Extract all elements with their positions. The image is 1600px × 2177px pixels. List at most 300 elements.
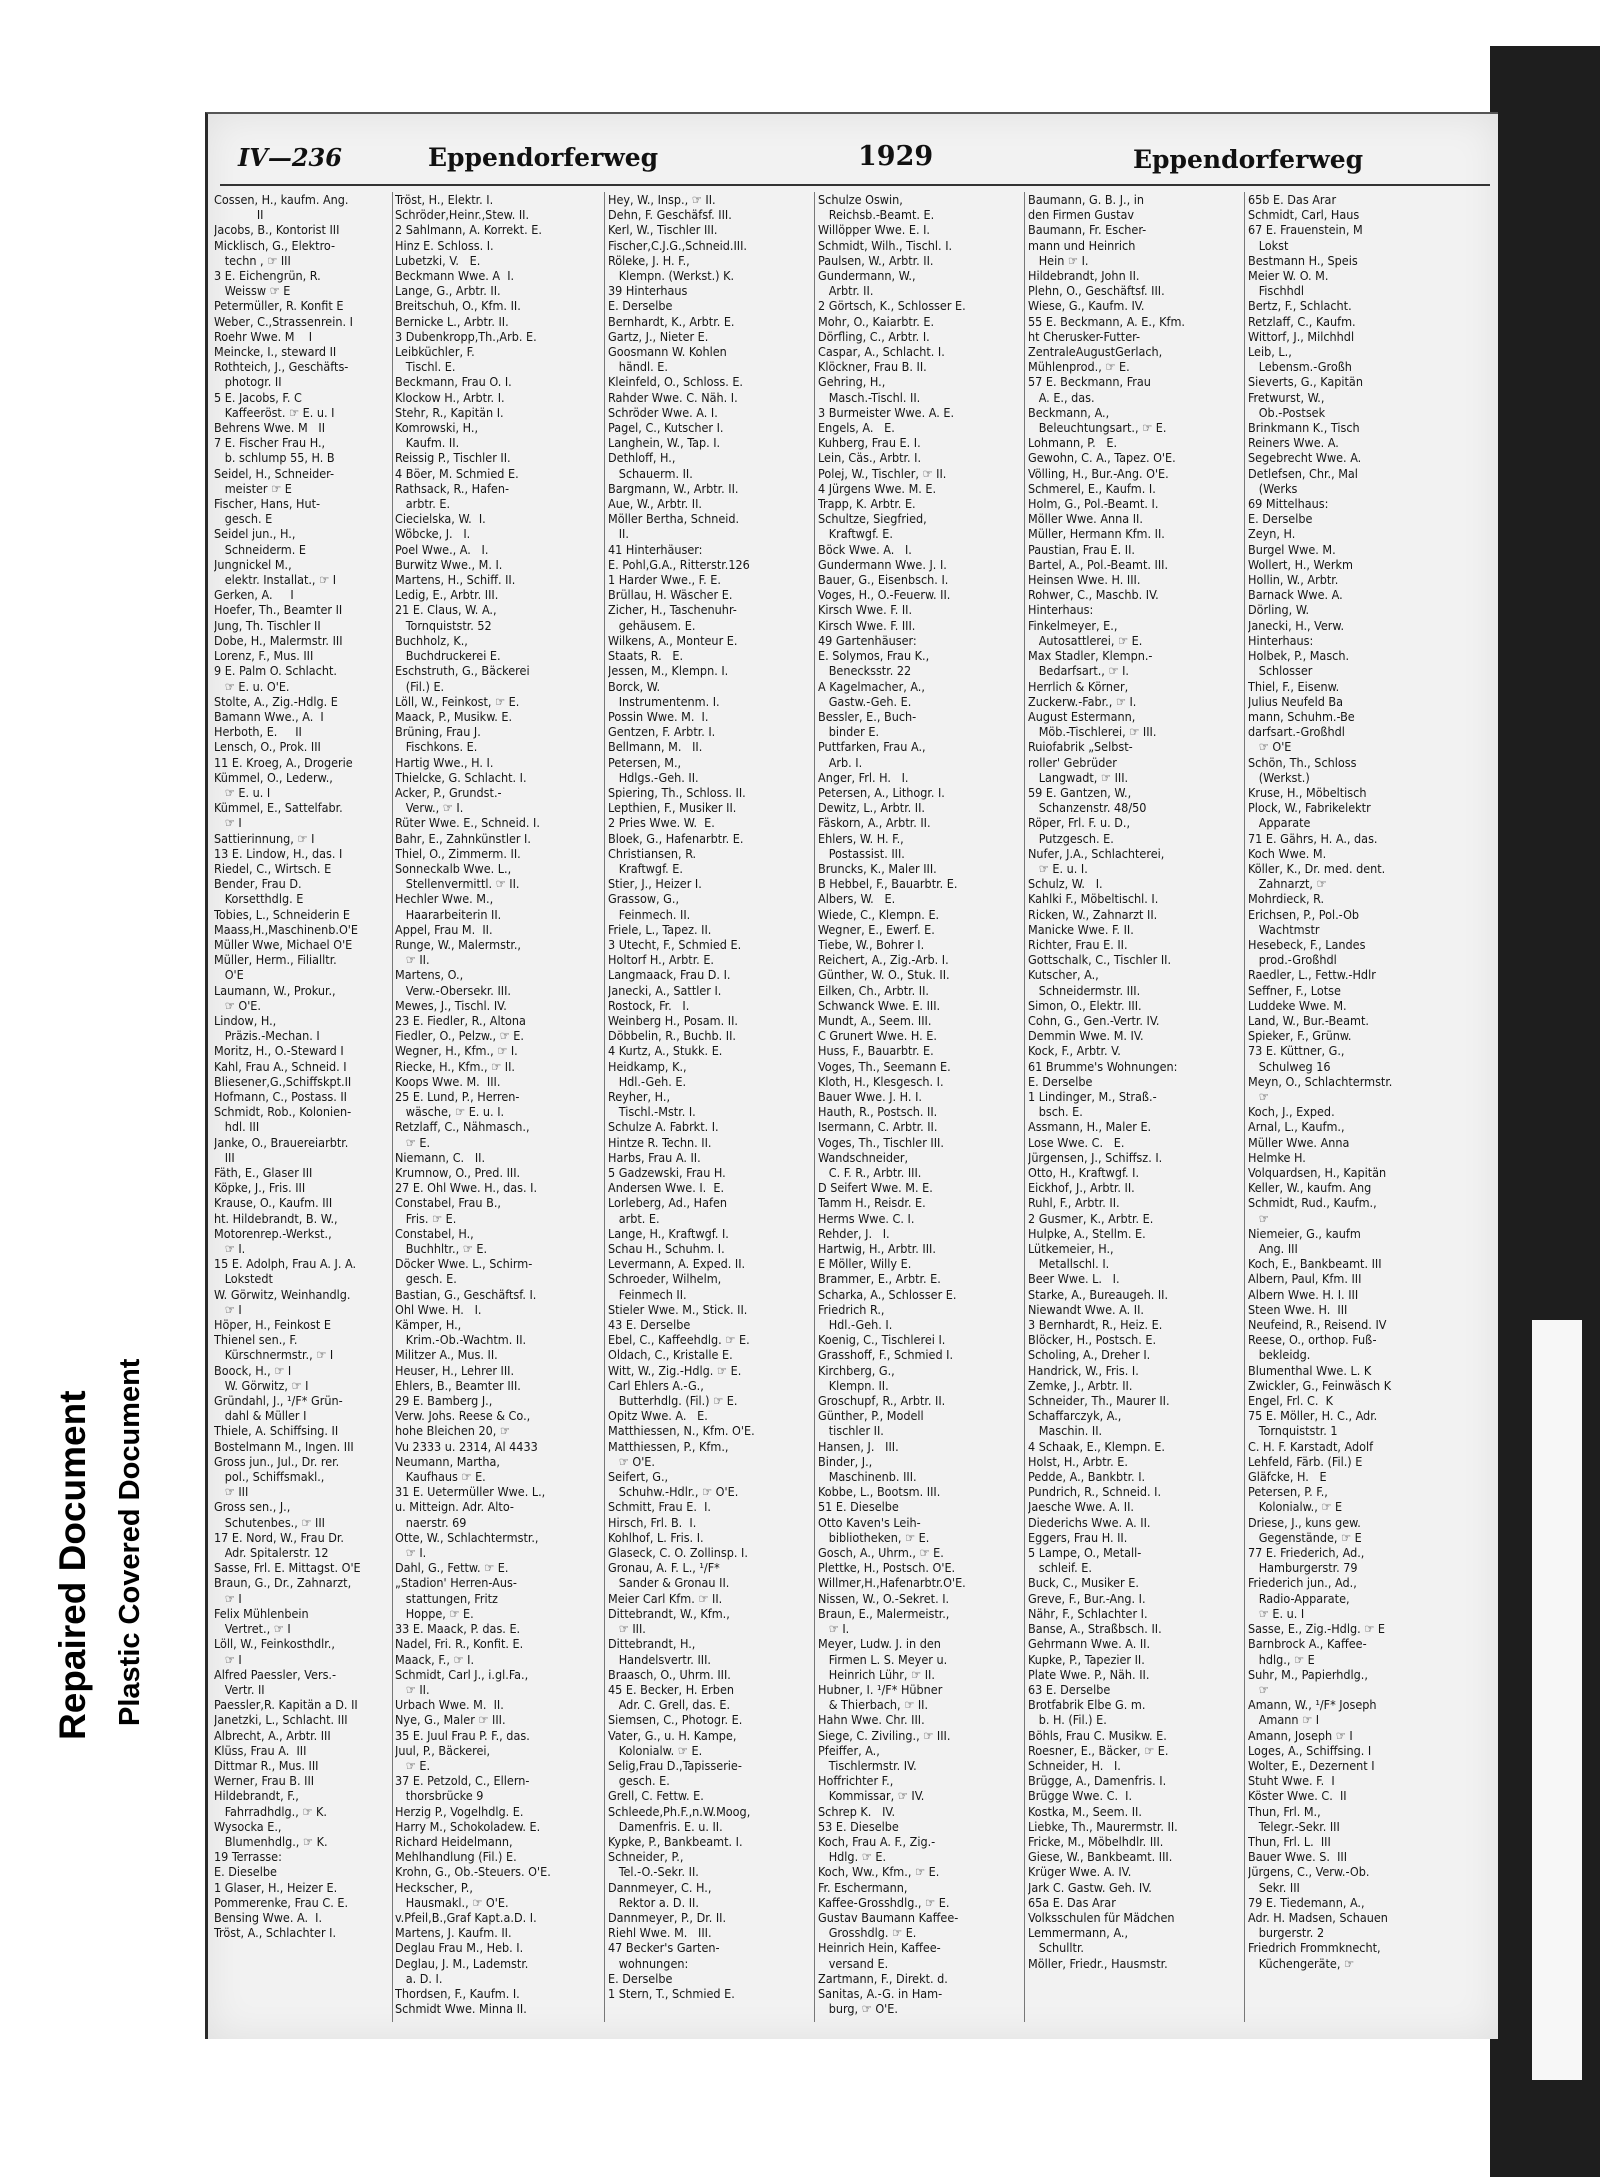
directory-entry: Feinmech II. (608, 1286, 687, 1302)
directory-entry: 3 Dubenkropp,Th.,Arb. E. (395, 328, 537, 344)
directory-entry: Beckmann, A., (1028, 404, 1110, 420)
directory-entry: gesch. E. (395, 1271, 457, 1287)
directory-entry: Herzig P., Vogelhdlg. E. (395, 1803, 524, 1819)
directory-entry: Tischlermstr. IV. (818, 1757, 917, 1773)
directory-entry: Manicke Wwe. F. II. (1028, 921, 1134, 937)
directory-entry: Hausmakl., ☞ O'E. (395, 1894, 509, 1910)
directory-entry: Siemsen, C., Photogr. E. (608, 1712, 743, 1728)
directory-entry: Staats, R. E. (608, 648, 684, 664)
directory-entry: Martens, O., (395, 967, 464, 983)
directory-entry: Hoppe, ☞ E. (395, 1605, 474, 1621)
directory-entry: hohe Bleichen 20, ☞ (395, 1423, 510, 1439)
directory-entry: Raedler, L., Fettw.-Hdlr (1248, 967, 1376, 983)
directory-entry: Siege, C. Ziviling., ☞ III. (818, 1727, 951, 1743)
directory-entry: 13 E. Lindow, H., das. I (214, 845, 343, 861)
directory-entry: Sekr. III (1248, 1879, 1300, 1895)
directory-entry: 1 Stern, T., Schmied E. (608, 1985, 735, 2001)
directory-entry: Adr. H. Madsen, Schauen (1248, 1909, 1388, 1925)
directory-entry: Lepthien, F., Musiker II. (608, 800, 737, 816)
directory-entry: Assmann, H., Maler E. (1028, 1119, 1152, 1135)
directory-entry: Braun, E., Malermeistr., (818, 1605, 950, 1621)
directory-entry: Gundermann, W., (818, 268, 916, 284)
directory-entry: Gegenstände, ☞ E (1248, 1529, 1362, 1545)
directory-entry: Fäskorn, A., Arbtr. II. (818, 815, 931, 831)
directory-entry: Tel.-O.-Sekr. II. (608, 1864, 699, 1880)
directory-entry: Willöpper Wwe. E. I. (818, 222, 931, 238)
directory-entry: Dörling, W. (1248, 602, 1310, 618)
directory-entry: Kraftwgf. E. (608, 860, 683, 876)
directory-entry: Grasshoff, F., Schmied I. (818, 1347, 954, 1363)
directory-entry: ☞ I (214, 1651, 242, 1667)
directory-entry: Rehder, J. I. (818, 1225, 890, 1241)
directory-entry: Rothteich, J., Geschäfts- (214, 359, 349, 375)
directory-entry: Brügge Wwe. C. I. (1028, 1788, 1133, 1804)
directory-entry: 71 E. Gährs, H. A., das. (1248, 830, 1378, 846)
directory-entry: Schneider, H. I. (1028, 1757, 1121, 1773)
directory-entry: ht. Hildebrandt, B. W., (214, 1210, 338, 1226)
directory-entry: Roesner, E., Bäcker, ☞ E. (1028, 1742, 1169, 1758)
directory-entry: O'E (214, 967, 244, 983)
directory-entry: Land, W., Bur.-Beamt. (1248, 1012, 1369, 1028)
directory-entry: ☞ III. (608, 1621, 646, 1637)
directory-entry: Schwanck Wwe. E. III. (818, 997, 941, 1013)
directory-entry: Thun, Frl. L. III (1248, 1833, 1331, 1849)
directory-entry: Bernhardt, K., Arbtr. E. (608, 313, 735, 329)
directory-entry: 4 Böer, M. Schmied E. (395, 465, 519, 481)
directory-entry: 47 Becker's Garten- (608, 1940, 720, 1956)
directory-entry: 2 Görtsch, K., Schlosser E. (818, 298, 966, 314)
directory-entry: Dittmar R., Mus. III (214, 1757, 319, 1773)
column-2 (395, 192, 573, 2022)
directory-entry: Scholing, A., Dreher I. (1028, 1347, 1151, 1363)
column-4 (818, 192, 996, 2022)
directory-entry: Mohr, O., Kaiarbtr. E. (818, 313, 935, 329)
directory-entry: 5 Lampe, O., Metall- (1028, 1545, 1142, 1561)
directory-entry: Bargmann, W., Arbtr. II. (608, 480, 739, 496)
directory-entry: Eickhof, J., Arbtr. II. (1028, 1180, 1135, 1196)
directory-entry: Handrick, W., Fris. I. (1028, 1362, 1139, 1378)
directory-entry: Brüning, Frau J. (395, 724, 481, 740)
directory-entry: Buchholz, K., (395, 632, 468, 648)
directory-entry: Nufer, J.A., Schlachterei, (1028, 845, 1165, 861)
directory-entry: Meincke, I., steward II (214, 344, 337, 360)
directory-entry: ☞ E. u. I. (1028, 860, 1088, 876)
directory-entry: Spiering, Th., Schloss. II. (608, 784, 746, 800)
directory-entry: Christiansen, R. (608, 845, 697, 861)
directory-entry: Masch.-Tischl. II. (818, 389, 921, 405)
directory-entry: hdlg., ☞ E (1248, 1651, 1315, 1667)
directory-entry: Levermann, A. Exped. II. (608, 1256, 746, 1272)
directory-entry: 29 E. Bamberg J., (395, 1393, 493, 1409)
directory-entry: 23 E. Fiedler, R., Altona (395, 1012, 526, 1028)
directory-entry: Opitz Wwe. A. E. (608, 1408, 708, 1424)
directory-entry: Hildebrandt, John II. (1028, 268, 1140, 284)
column-1 (214, 192, 392, 2022)
directory-entry: Niemeier, G., kaufm (1248, 1225, 1361, 1241)
directory-entry: 2 Gusmer, K., Arbtr. E. (1028, 1210, 1154, 1226)
directory-entry: Kypke, P., Bankbeamt. I. (608, 1833, 743, 1849)
directory-entry: Zartmann, F., Direkt. d. (818, 1970, 948, 1986)
directory-entry: Otto Kaven's Leih- (818, 1514, 921, 1530)
directory-entry: Bauer Wwe. J. H. I. (818, 1088, 922, 1104)
directory-entry: Finkelmeyer, E., (1028, 617, 1118, 633)
directory-entry: Borck, W. (608, 678, 661, 694)
directory-entry: Thielcke, G. Schlacht. I. (395, 769, 527, 785)
directory-entry: Sattierinnung, ☞ I (214, 830, 315, 846)
directory-entry: ☞ I (214, 1301, 242, 1317)
directory-entry: gesch. E. (608, 1773, 670, 1789)
directory-entry: Rektor a. D. II. (608, 1894, 699, 1910)
directory-entry: Petermüller, R. Konfit E (214, 298, 344, 314)
directory-entry: Fischer, Hans, Hut- (214, 496, 321, 512)
directory-entry: 3 Utecht, F., Schmied E. (608, 936, 742, 952)
directory-entry: 33 E. Maack, P. das. E. (395, 1621, 521, 1637)
directory-entry: Lose Wwe. C. E. (1028, 1134, 1125, 1150)
directory-entry: Buck, C., Musiker E. (1028, 1575, 1139, 1591)
directory-entry: Sasse, E., Zig.-Hdlg. ☞ E (1248, 1621, 1385, 1637)
directory-entry: Dannmeyer, P., Dr. II. (608, 1909, 727, 1925)
directory-entry: 15 E. Adolph, Frau A. J. A. (214, 1256, 357, 1272)
directory-entry: ☞ E. u. I (214, 784, 271, 800)
directory-entry: Meier Carl Kfm. ☞ II. (608, 1590, 723, 1606)
directory-entry: ☞ I. (214, 1241, 246, 1257)
directory-entry: Heinsen Wwe. H. III. (1028, 572, 1141, 588)
directory-entry: Haararbeiterin II. (395, 906, 502, 922)
directory-entry: Hahn Wwe. Chr. III. (818, 1712, 925, 1728)
directory-entry: Pagel, C., Kutscher I. (608, 420, 724, 436)
directory-entry: Pundrich, R., Schneid. I. (1028, 1484, 1162, 1500)
directory-entry: Baumann, G. B. J., in (1028, 192, 1144, 207)
directory-entry: darfsart.-Großhdl (1248, 724, 1345, 740)
directory-entry: 55 E. Beckmann, A. E., Kfm. (1028, 313, 1185, 329)
directory-entry: bibliotheken, ☞ E. (818, 1529, 930, 1545)
directory-entry: Vertr. II (214, 1681, 265, 1697)
directory-entry: Bernicke L., Arbtr. II. (395, 313, 509, 329)
directory-entry: Koenig, C., Tischlerei I. (818, 1332, 946, 1348)
directory-entry: Boock, H., ☞ I (214, 1362, 292, 1378)
directory-entry: Kolonialw., ☞ E (1248, 1499, 1343, 1515)
directory-entry: Harbs, Frau A. II. (608, 1149, 701, 1165)
column-5 (1028, 192, 1206, 2022)
directory-entry: tischler II. (818, 1423, 884, 1439)
directory-entry: Hollin, W., Arbtr. (1248, 572, 1339, 588)
directory-entry: ☞ I (214, 1590, 242, 1606)
directory-entry: Wollert, H., Werkm (1248, 556, 1353, 572)
directory-entry: Carl Ehlers A.-G., (608, 1377, 704, 1393)
directory-entry: Alfred Paessler, Vers.- (214, 1666, 337, 1682)
directory-entry: Blöcker, H., Postsch. E. (1028, 1332, 1157, 1348)
directory-entry: Lehfeld, Färb. (Fil.) E (1248, 1453, 1363, 1469)
directory-entry: Mehlhandlung (Fil.) E. (395, 1849, 517, 1865)
directory-entry: Thordsen, F., Kaufm. I. (395, 1985, 520, 2001)
directory-entry: Niemann, C. II. (395, 1149, 486, 1165)
directory-entry: Wysocka E., (214, 1818, 282, 1834)
directory-entry: Janetzki, L., Schlacht. III (214, 1712, 348, 1728)
directory-entry: Pommerenke, Frau C. E. (214, 1894, 349, 1910)
directory-entry: Hansen, J. III. (818, 1438, 899, 1454)
directory-entry: Hamburgerstr. 79 (1248, 1560, 1358, 1576)
directory-entry: August Estermann, (1028, 708, 1136, 724)
directory-entry: Runge, W., Malermstr., (395, 936, 521, 952)
directory-entry: Laumann, W., Prokur., (214, 982, 336, 998)
directory-entry: Braun, G., Dr., Zahnarzt, (214, 1575, 352, 1591)
directory-entry: Schultze, Siegfried, (818, 511, 927, 527)
directory-entry: Bender, Frau D. (214, 876, 302, 892)
directory-entry: Gundermann Wwe. J. I. (818, 556, 947, 572)
directory-entry: Schmidt, Carl J., i.gl.Fa., (395, 1666, 529, 1682)
directory-entry: Eilken, Ch., Arbtr. II. (818, 982, 929, 998)
directory-entry: Gründahl, J., ¹/F* Grün- (214, 1393, 343, 1409)
directory-entry: 9 E. Palm O. Schlacht. (214, 663, 337, 679)
directory-entry: Buchdruckerei E. (395, 648, 501, 664)
directory-entry: Hein ☞ I. (1028, 252, 1089, 268)
directory-entry: Stolte, A., Zig.-Hdlg. E (214, 693, 338, 709)
directory-entry: Ricken, W., Zahnarzt II. (1028, 906, 1158, 922)
directory-entry: Weissw ☞ E (214, 283, 291, 299)
directory-entry: Hoffrichter F., (818, 1773, 894, 1789)
directory-entry: Nye, G., Maler ☞ III. (395, 1712, 506, 1728)
directory-entry: 35 E. Juul Frau P. F., das. (395, 1727, 530, 1743)
directory-entry: Constabel, Frau B., (395, 1195, 501, 1211)
directory-entry: Günther, W. O., Stuk. II. (818, 967, 950, 983)
directory-entry: Lohmann, P. E. (1028, 435, 1118, 451)
directory-entry: photogr. II (214, 374, 282, 390)
directory-entry: Voges, Th., Seemann E. (818, 1058, 951, 1074)
directory-entry: Volquardsen, H., Kapitän (1248, 1165, 1387, 1180)
directory-entry: Herboth, E. II (214, 724, 302, 740)
directory-entry: Eggers, Frau H. II. (1028, 1529, 1128, 1545)
directory-entry: 4 Kurtz, A., Stukk. E. (608, 1043, 723, 1059)
directory-entry: 27 E. Ohl Wwe. H., das. I. (395, 1180, 538, 1196)
directory-entry: Döcker Wwe. L., Schirm- (395, 1256, 533, 1272)
directory-entry: Martens, J. Kaufm. II. (395, 1925, 512, 1941)
directory-entry: Maack, P., Musikw. E. (395, 708, 513, 724)
directory-entry: Steen Wwe. H. III (1248, 1301, 1348, 1317)
directory-entry: Dehn, F. Geschäfsf. III. (608, 207, 732, 223)
directory-entry: 45 E. Becker, H. Erben (608, 1681, 734, 1697)
directory-entry: Kolonialw. ☞ E. (608, 1742, 703, 1758)
directory-entry: Lubetzki, V. E. (395, 252, 481, 268)
plastic-covered-label: Plastic Covered Document (114, 1358, 146, 1726)
directory-entry: ☞ E. u. O'E. (214, 678, 290, 694)
directory-entry: Bostelmann M., Ingen. III (214, 1438, 354, 1454)
directory-entry: Gross jun., Jul., Dr. rer. (214, 1453, 340, 1469)
directory-entry: Petersen, A., Lithogr. I. (818, 784, 945, 800)
directory-entry: Helmke H. (1248, 1149, 1306, 1165)
directory-entry: Poel Wwe., A. I. (395, 541, 489, 557)
directory-entry: Gentzen, F. Arbtr. I. (608, 724, 716, 740)
directory-entry: Schneiderm. E (214, 541, 307, 557)
directory-entry: Kaffee-Grosshdlg., ☞ E. (818, 1894, 950, 1910)
directory-entry: Oldach, C., Kristalle E. (608, 1347, 733, 1363)
directory-entry: E. Dieselbe (214, 1864, 277, 1880)
directory-entry: Stieler Wwe. M., Stick. II. (608, 1301, 748, 1317)
directory-entry: Kommissar, ☞ IV. (818, 1788, 925, 1804)
directory-entry: Blumenthal Wwe. L. K (1248, 1362, 1372, 1378)
directory-entry: Cohn, G., Gen.-Vertr. IV. (1028, 1012, 1160, 1028)
directory-entry: Hdlg. ☞ E. (818, 1849, 887, 1865)
directory-entry: Kaufhaus ☞ E. (395, 1469, 486, 1485)
directory-entry: Cossen, H., kaufm. Ang. (214, 192, 349, 207)
directory-entry: Gläfcke, H. E (1248, 1469, 1327, 1485)
directory-entry: Wachtmstr (1248, 921, 1320, 937)
directory-entry: 7 E. Fischer Frau H., (214, 435, 326, 451)
directory-entry: Kümmel, E., Sattelfabr. (214, 800, 343, 816)
directory-entry: Suhr, M., Papierhdlg., (1248, 1666, 1368, 1682)
directory-entry: Fricke, M., Möbelhdlr. III. (1028, 1833, 1164, 1849)
directory-entry: Hauth, R., Postsch. II. (818, 1104, 938, 1120)
directory-entry: Riedel, C., Wirtsch. E (214, 860, 332, 876)
directory-entry: Hartig Wwe., H. I. (395, 754, 494, 770)
directory-entry: Albrecht, A., Arbtr. III (214, 1727, 331, 1743)
column-3 (608, 192, 786, 2022)
directory-entry: Stuht Wwe. F. I (1248, 1773, 1335, 1789)
directory-entry: Beer Wwe. L. I. (1028, 1271, 1120, 1287)
directory-entry: 1 Lindinger, M., Straß.- (1028, 1088, 1157, 1104)
directory-entry: Otte, W., Schlachtermstr., (395, 1529, 539, 1545)
directory-entry: Engels, A. E. (818, 420, 895, 436)
directory-entry: II. (608, 526, 629, 542)
directory-entry: Thiel, O., Zimmerm. II. (395, 845, 521, 861)
directory-entry: 31 E. Uetermüller Wwe. L., (395, 1484, 546, 1500)
directory-entry: Tröst, A., Schlachter I. (214, 1925, 337, 1941)
directory-entry: Rahder Wwe. C. Näh. I. (608, 389, 738, 405)
directory-entry: Reese, O., orthop. Fuß- (1248, 1332, 1377, 1348)
directory-entry: Bruncks, K., Maler III. (818, 860, 937, 876)
directory-entry: (Werkst.) (1248, 769, 1310, 785)
directory-entry: Lindow, H., (214, 1012, 277, 1028)
directory-entry: Nadel, Fri. R., Konfit. E. (395, 1636, 524, 1652)
directory-entry: den Firmen Gustav (1028, 207, 1135, 223)
directory-entry: burg, ☞ O'E. (818, 2001, 898, 2017)
directory-entry: Kraftwgf. E. (818, 526, 893, 542)
directory-entry: Möller Bertha, Schneid. (608, 511, 740, 527)
directory-entry: Tiebe, W., Bohrer I. (818, 936, 925, 952)
directory-entry: 2 Sahlmann, A. Korrekt. E. (395, 222, 542, 238)
directory-entry: Blumenhdlg., ☞ K. (214, 1833, 328, 1849)
directory-entry: Kock, F., Arbtr. V. (1028, 1043, 1121, 1059)
directory-entry: Plettke, H., Postsch. O'E. (818, 1560, 956, 1576)
directory-entry: Zwickler, G., Feinwäsch K (1248, 1377, 1392, 1393)
directory-entry: 77 E. Friederich, Ad., (1248, 1545, 1365, 1561)
directory-entry: Kostka, M., Seem. II. (1028, 1803, 1142, 1819)
directory-entry: Anger, Frl. H. I. (818, 769, 909, 785)
directory-entry: Stellenvermittl. ☞ II. (395, 876, 520, 892)
directory-entry: Kümmel, O., Lederw., (214, 769, 333, 785)
directory-entry: Telegr.-Sekr. III (1248, 1818, 1340, 1834)
directory-entry: ☞ E. (395, 1134, 431, 1150)
directory-entry: Glaseck, C. O. Zollinsp. I. (608, 1545, 748, 1561)
directory-entry: Wittorf, J., Milchhdl (1248, 328, 1355, 344)
directory-entry: Ob.-Postsek (1248, 404, 1326, 420)
directory-entry: Schmidt, Wilh., Tischl. I. (818, 237, 953, 253)
directory-entry: A Kagelmacher, A., (818, 678, 925, 694)
directory-entry: Huss, F., Bauarbtr. E. (818, 1043, 934, 1059)
directory-entry: Fahrradhdlg., ☞ K. (214, 1803, 327, 1819)
directory-entry: Präzis.-Mechan. I (214, 1028, 320, 1044)
directory-entry: Holtorf H., Arbtr. E. (608, 952, 714, 968)
repaired-document-label: Repaired Document (52, 1390, 93, 1740)
directory-entry: 25 E. Lund, P., Herren- (395, 1088, 520, 1104)
directory-entry: Plock, W., Fabrikelektr (1248, 800, 1371, 816)
directory-entry: Roehr Wwe. M I (214, 328, 313, 344)
directory-entry: Neufeind, R., Reisend. IV (1248, 1317, 1387, 1333)
directory-entry: Autosattlerei, ☞ E. (1028, 632, 1143, 648)
directory-entry: gehäusem. E. (608, 617, 696, 633)
directory-entry: Arb. I. (818, 754, 863, 770)
directory-entry: Verw. Johs. Reese & Co., (395, 1408, 531, 1424)
directory-entry: Langmaack, Frau D. I. (608, 967, 731, 983)
directory-entry: Möller, Friedr., Hausmstr. (1028, 1955, 1168, 1971)
directory-entry: Krohn, G., Ob.-Steuers. O'E. (395, 1864, 551, 1880)
directory-entry: Lemmermann, A., (1028, 1925, 1129, 1941)
directory-entry: Seidel, H., Schneider- (214, 465, 335, 481)
directory-entry: Röper, Frl. F. u. D., (1028, 815, 1131, 831)
directory-entry: Dittebrandt, H., (608, 1636, 696, 1652)
street-title-left: Eppendorferweg (428, 143, 659, 172)
directory-entry: 5 E. Jacobs, F. C (214, 389, 302, 405)
directory-entry: Lange, G., Arbtr. II. (395, 283, 501, 299)
directory-entry: Klempn. (Werkst.) K. (608, 268, 735, 284)
directory-entry: Brammer, E., Arbtr. E. (818, 1271, 941, 1287)
directory-entry: Thienel sen., F. (214, 1332, 298, 1348)
directory-entry: Hinz E. Schloss. I. (395, 237, 494, 253)
directory-entry: Butterhdlg. (Fil.) ☞ E. (608, 1393, 738, 1409)
directory-entry: Klockow H., Arbtr. I. (395, 389, 505, 405)
column-divider (1244, 192, 1245, 2022)
directory-entry: Kohlhof, L. Fris. I. (608, 1529, 704, 1545)
directory-entry: Koch, E., Bankbeamt. III (1248, 1256, 1382, 1272)
directory-entry: 37 E. Petzold, C., Ellern- (395, 1773, 530, 1789)
directory-entry: Matthiessen, P., Kfm., (608, 1438, 729, 1454)
directory-entry: wohnungen: (608, 1955, 689, 1971)
directory-entry: Breitschuh, O., Kfm. II. (395, 298, 521, 314)
directory-entry: Röleke, J. H. F., (608, 252, 690, 268)
directory-entry: 19 Terrasse: (214, 1849, 282, 1865)
directory-entry: Hechler Wwe. M., (395, 891, 494, 907)
directory-entry: Dörfling, C., Arbtr. I. (818, 328, 930, 344)
directory-entry: Maass,H.,Maschinenb.O'E (214, 921, 358, 937)
directory-entry: Paessler,R. Kapitän a D. II (214, 1697, 358, 1713)
directory-entry: Dahl, G., Fettw. ☞ E. (395, 1560, 509, 1576)
directory-entry: ☞ O'E. (608, 1453, 655, 1469)
directory-entry: Lütkemeier, H., (1028, 1241, 1114, 1257)
directory-entry: Bestmann H., Speis (1248, 252, 1358, 268)
page-header (238, 139, 1488, 179)
directory-entry: Niewandt Wwe. A. II. (1028, 1301, 1144, 1317)
directory-entry: Kerl, W., Tischler III. (608, 222, 718, 238)
directory-entry: Wolter, E., Dezernent I (1248, 1757, 1375, 1773)
directory-entry: Luddeke Wwe. M. (1248, 997, 1347, 1013)
directory-entry: Burgel Wwe. M. (1248, 541, 1336, 557)
directory-entry: Richter, Frau E. II. (1028, 936, 1128, 952)
directory-entry: Jürgensen, J., Schiffsz. I. (1028, 1149, 1163, 1165)
directory-entry: Müller, Herm., Filialltr. (214, 952, 337, 968)
directory-entry: Fischer,C.J.G.,Schneid.III. (608, 237, 747, 253)
directory-entry: Albers, W. E. (818, 891, 896, 907)
directory-entry: ☞ III (214, 1484, 249, 1500)
directory-entry: Benecksstr. 22 (818, 663, 912, 679)
directory-entry: binder E. (818, 724, 880, 740)
directory-entry: Petersen, M., (608, 754, 682, 770)
directory-entry: Starke, A., Bureaugeh. II. (1028, 1286, 1169, 1302)
directory-entry: Janke, O., Brauereiarbtr. (214, 1134, 349, 1150)
directory-entry: Bessler, E., Buch- (818, 708, 917, 724)
directory-entry: Schröder,Heinr.,Stew. II. (395, 207, 530, 223)
directory-entry: 61 Brumme's Wohnungen: (1028, 1058, 1178, 1074)
directory-entry: Militzer A., Mus. II. (395, 1347, 498, 1363)
directory-entry: hdl. III (214, 1119, 260, 1135)
